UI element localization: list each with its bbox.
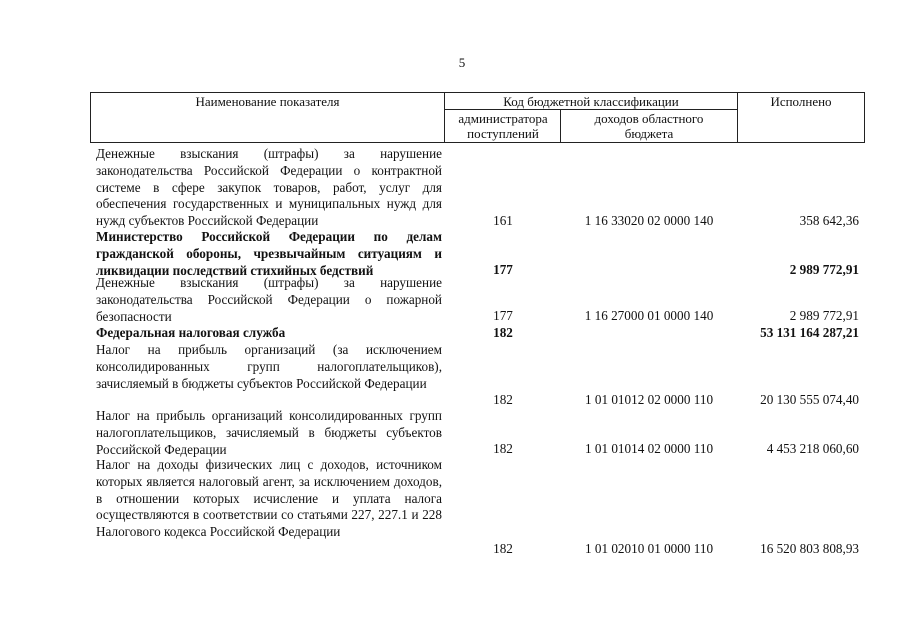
row-name: Денежные взыскания (штрафы) за нарушение законодательства Российской Федерации о пожарной безопасности [96,275,442,324]
header-executed-column: Исполнено [770,94,832,109]
row-amount: 2 989 772,91 [789,308,859,323]
header-mid-border [444,109,737,110]
row-amount: 4 453 218 060,60 [766,441,859,456]
row-amount: 20 130 555 074,40 [760,392,859,407]
row-kbk-code: 1 01 01014 02 0000 110 [584,441,714,456]
header-name-column: Наименование показателя [195,94,340,109]
row-kbk-code: 1 16 27000 01 0000 140 [584,308,714,323]
header-right-border [864,92,865,143]
row-amount: 358 642,36 [799,213,859,228]
row-amount: 2 989 772,91 [789,262,859,277]
row-name: Министерство Российской Федерации по делам гражданской обороны, чрезвычайным ситуациям и ликвидации последствий стихийных бедствий [96,229,442,278]
row-admin-code: 182 [493,392,513,407]
row-name: Налог на прибыль организаций консолидированных групп налогоплательщиков, зачисляемый в бюджеты субъектов Российской Федерации [96,408,442,457]
header-divider-2 [560,109,561,143]
row-kbk-code: 1 01 01012 02 0000 110 [584,392,714,407]
row-name: Денежные взыскания (штрафы) за нарушение законодательства Российской Федерации о контрактной системе в сфере закупок товаров, работ, услуг для обеспечения государственных и муниципальных нужд для нужд субъектов Российской Федерации [96,146,442,229]
row-admin-code: 182 [493,325,513,340]
row-admin-code: 182 [493,541,513,556]
header-bottom-border [90,142,865,143]
row-kbk-code: 1 16 33020 02 0000 140 [584,213,714,228]
header-top-border [90,92,865,93]
header-income-column: доходов областного бюджета [594,111,704,141]
header-admin-column: администратора поступлений [458,111,548,141]
row-amount: 53 131 164 287,21 [760,325,859,340]
row-name: Налог на прибыль организаций (за исключением консолидированных групп налогоплательщиков), зачисляемый в бюджеты субъектов Российской Федерации [96,342,442,391]
row-name: Налог на доходы физических лиц с доходов, источником которых является налоговый агент, за исключением доходов, в отношении которых исчисление и уплата налога осуществляются в соответствии со статьями 227, 227.1 и 228 Налогового кодекса Российской Федерации [96,457,442,540]
row-admin-code: 177 [493,262,513,277]
row-admin-code: 182 [493,441,513,456]
row-amount: 16 520 803 808,93 [760,541,859,556]
row-name: Федеральная налоговая служба [96,325,286,340]
page-number: 5 [458,55,466,70]
row-admin-code: 177 [493,308,513,323]
row-admin-code: 161 [493,213,513,228]
header-code-column: Код бюджетной классификации [503,94,679,109]
row-kbk-code: 1 01 02010 01 0000 110 [584,541,714,556]
